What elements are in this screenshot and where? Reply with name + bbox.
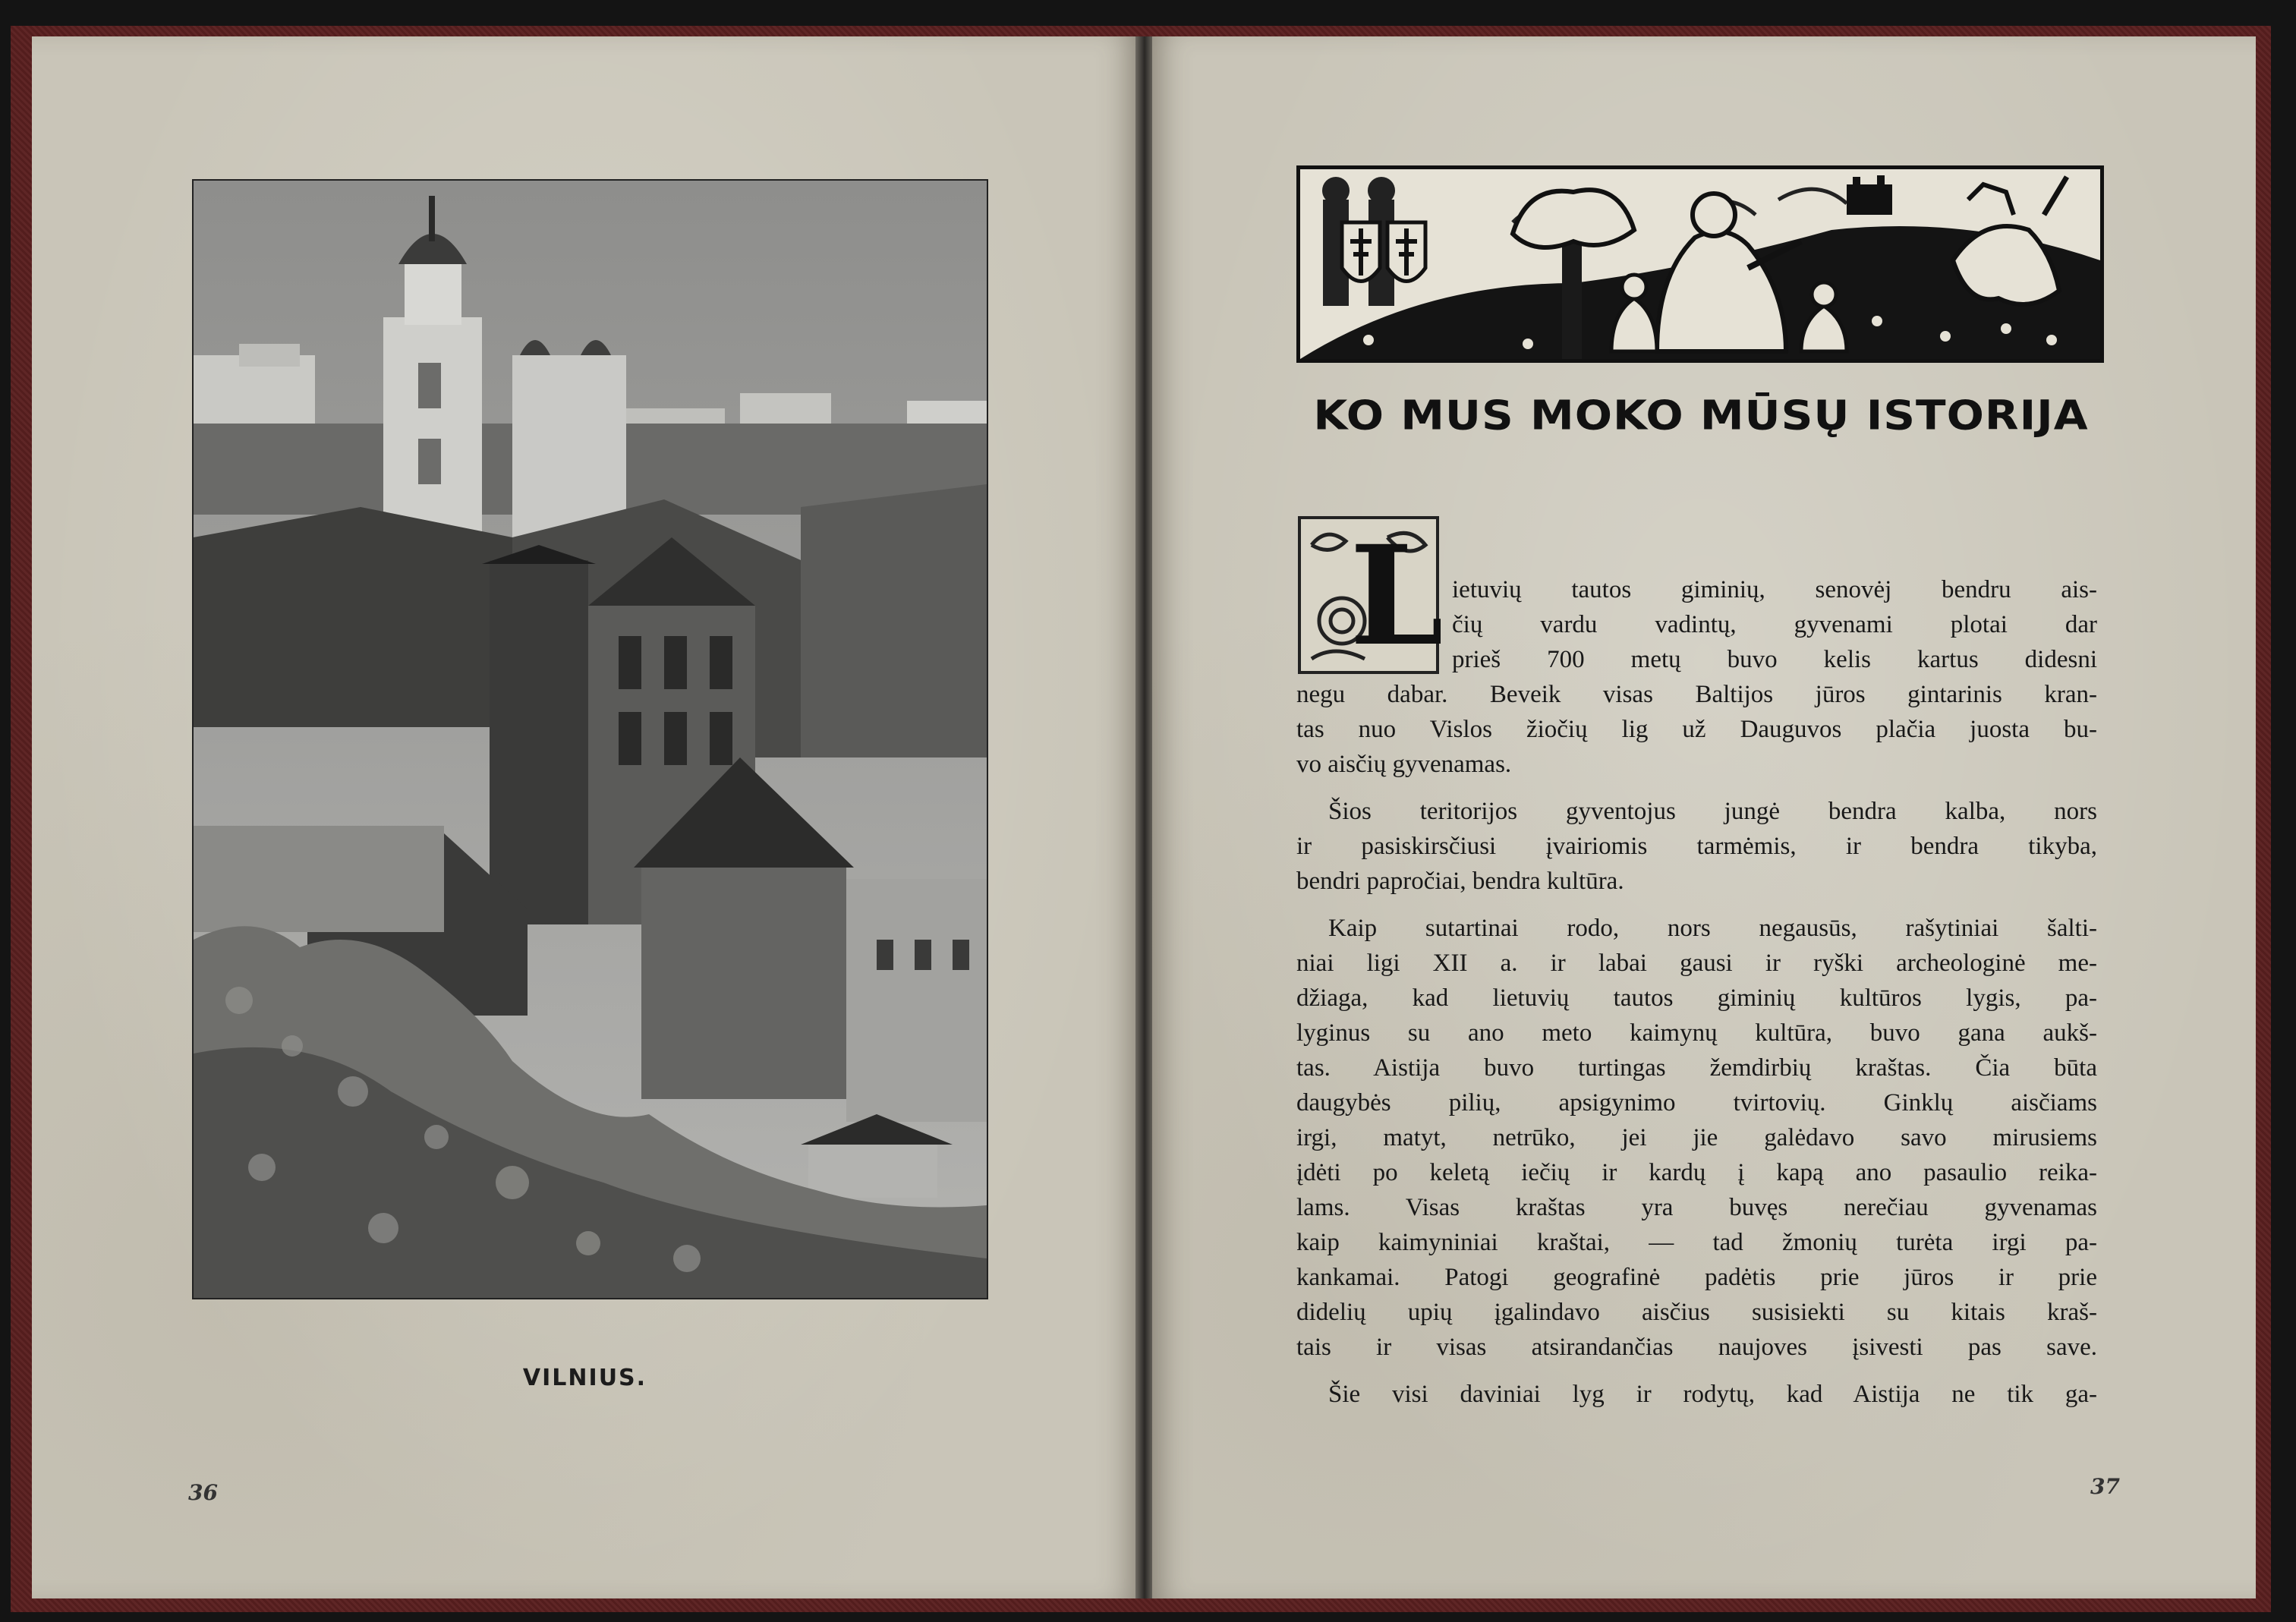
photo-caption: VILNIUS. (522, 1365, 647, 1391)
text-line: Šios teritorijos gyventojus jungė bendra kalba, nors (1328, 798, 2097, 825)
text-line: bendri papročiai, bendra kultūra. (1296, 868, 1624, 895)
text-line: lyginus su ano meto kaimynų kultūra, buvo gana aukš- (1296, 1019, 2097, 1047)
page-number-right: 37 (2090, 1474, 2120, 1499)
text-line: tais ir visas atsirandančias naujoves įsivesti pas save. (1296, 1334, 2097, 1361)
text-line: čių vardu vadintų, gyvenami plotai dar (1452, 611, 2097, 638)
text-line: įdėti po keletą iečių ir kardų į kapą ano pasaulio reika- (1296, 1159, 2097, 1186)
text-line: negu dabar. Beveik visas Baltijos jūros gintarinis kran- (1296, 681, 2097, 708)
text-line: niai ligi XII a. ir labai gausi ir ryški archeologinė me- (1296, 950, 2097, 977)
text-line: ir pasiskirsčiusi įvairiomis tarmėmis, ir bendra tikyba, (1296, 833, 2097, 860)
right-page (1152, 36, 2256, 1598)
text-line: irgi, matyt, netrūko, jei jie galėdavo savo mirusiems (1296, 1124, 2097, 1151)
text-line: Kaip sutartinai rodo, nors negausūs, rašytiniai šalti- (1328, 915, 2097, 942)
book-gutter (1135, 36, 1154, 1598)
chapter-heading: KO MUS MOKO MŪSŲ ISTORIJA (1313, 391, 2089, 439)
text-line: ietuvių tautos giminių, senovėj bendru ais- (1452, 576, 2097, 603)
text-line: didelių upių įgalindavo aisčius susisiekti su kitais kraš- (1296, 1299, 2097, 1326)
text-line: tas nuo Vislos žiočių lig už Dauguvos plačia juosta bu- (1296, 716, 2097, 743)
page-number-left: 36 (188, 1480, 218, 1505)
decorated-initial (1296, 515, 1441, 676)
illustrated-header-banner (1296, 165, 2104, 363)
text-line: kankamai. Patogi geografinė padėtis prie jūros ir prie (1296, 1264, 2097, 1291)
left-page (32, 36, 1137, 1598)
text-line: kaip kaimyniniai kraštai, — tad žmonių turėta irgi pa- (1296, 1229, 2097, 1256)
text-line: tas. Aistija buvo turtingas žemdirbių kraštas. Čia būta (1296, 1054, 2097, 1082)
text-line: daugybės pilių, apsigynimo tvirtovių. Ginklų aisčiams (1296, 1089, 2097, 1117)
text-line: Šie visi daviniai lyg ir rodytų, kad Aistija ne tik ga- (1328, 1381, 2097, 1408)
text-line: džiaga, kad lietuvių tautos giminių kultūros lygis, pa- (1296, 984, 2097, 1012)
vilnius-photo (192, 179, 988, 1299)
drop-cap-letter: L (1350, 516, 1441, 676)
text-line: lams. Visas kraštas yra buvęs nerečiau gyvenamas (1296, 1194, 2097, 1221)
text-line: prieš 700 metų buvo kelis kartus didesni (1452, 646, 2097, 673)
text-line: vo aisčių gyvenamas. (1296, 751, 1512, 778)
